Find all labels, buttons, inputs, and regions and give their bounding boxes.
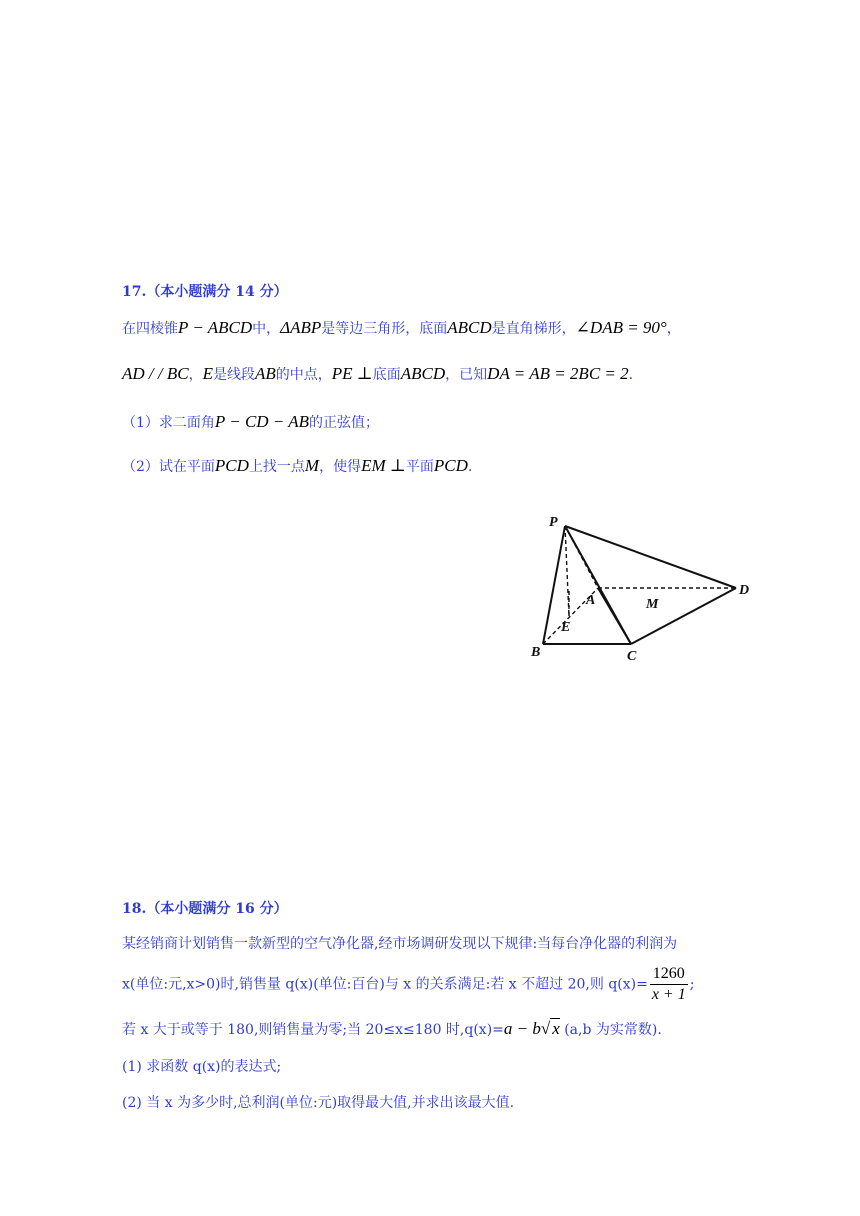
fraction-numerator: 1260 — [650, 964, 688, 985]
math-expression: EM ⊥ — [361, 456, 406, 475]
math-expression: M — [304, 456, 320, 475]
text-segment: 的中点， — [275, 367, 332, 383]
edge-ac — [598, 588, 631, 644]
label-d: D — [739, 583, 750, 598]
problem-18-line-1: 某经销商计划销售一款新型的空气净化器,经市场调研发现以下规律:当每台净化器的利润为 — [122, 936, 678, 952]
problem-18-question-1: (1) 求函数 q(x)的表达式; — [122, 1059, 282, 1075]
text-segment: 是直角梯形， — [491, 321, 576, 337]
text-segment: ， — [666, 321, 681, 337]
text-segment: ; — [689, 976, 695, 993]
math-expression: E — [202, 364, 213, 383]
pyramid-figure — [528, 510, 768, 665]
problem-18-line-3 — [122, 1019, 662, 1040]
math-expression: P − ABCD — [178, 318, 253, 337]
math-expression: PE ⊥ — [331, 364, 373, 383]
text-segment: ，已知 — [445, 367, 488, 383]
text-segment: ，使得 — [319, 459, 362, 475]
math-expression: ∠DAB = 90° — [575, 318, 667, 337]
problem-17-line-1 — [122, 318, 681, 339]
math-expression: ΔABP — [280, 318, 322, 337]
text-segment: 平面 — [405, 459, 434, 475]
math-expression: ABCD — [400, 364, 446, 383]
text-segment: 在四棱锥 — [122, 321, 178, 337]
text-segment: 的正弦值； — [309, 415, 380, 431]
math-expression: DA = AB = 2BC = 2 — [487, 364, 629, 383]
edge-pd — [565, 526, 736, 588]
text-segment: 中， — [252, 321, 281, 337]
label-p: P — [549, 515, 558, 530]
label-a: A — [586, 593, 596, 608]
text-segment: (a,b 为实常数). — [559, 1022, 662, 1038]
problem-17-heading: 17.（本小题满分 14 分） — [122, 284, 288, 300]
sqrt-radicand: x — [552, 1019, 560, 1038]
text-segment: ， — [188, 367, 203, 383]
text-segment: （1）求二面角 — [122, 415, 215, 431]
edge-pe — [565, 526, 569, 616]
problem-17-question-1 — [122, 412, 379, 433]
label-m: M — [646, 597, 659, 612]
text-segment: 是等边三角形，底面 — [321, 321, 448, 337]
math-expression: PCD — [214, 456, 249, 475]
fraction — [650, 964, 688, 1005]
problem-18-question-2: (2) 当 x 为多少时,总利润(单位:元)取得最大值,并求出该最大值. — [122, 1095, 515, 1111]
math-expression: a − b — [503, 1019, 541, 1038]
fraction-denominator: x + 1 — [651, 986, 686, 1003]
text-segment: . — [467, 459, 473, 475]
text-segment: （2）试在平面 — [122, 459, 215, 475]
label-e: E — [561, 620, 571, 635]
text-segment: 若 x 大于或等于 180,则销售量为零;当 20≤x≤180 时,q(x)= — [122, 1022, 504, 1038]
hidden-edges — [543, 526, 736, 644]
math-expression: P − CD − AB — [214, 412, 310, 431]
label-c: C — [627, 649, 637, 664]
problem-17-line-2 — [122, 364, 633, 385]
problem-18-line-2 — [122, 964, 694, 1004]
text-segment: 底面 — [372, 367, 401, 383]
math-expression: ABCD — [447, 318, 492, 337]
math-expression: PCD — [433, 456, 468, 475]
problem-17-question-2 — [122, 456, 472, 477]
math-expression: AB — [254, 364, 276, 383]
text-segment: x(单位:元,x>0)时,销售量 q(x)(单位:百台)与 x 的关系满足:若 x 不超过 20,则 q(x)= — [122, 976, 648, 993]
text-segment: 上找一点 — [248, 459, 305, 475]
text-segment: 是线段 — [212, 367, 255, 383]
math-expression: AD / / BC — [122, 364, 189, 383]
solid-edges — [543, 526, 736, 644]
problem-18-heading: 18.（本小题满分 16 分） — [122, 901, 288, 917]
label-b: B — [531, 645, 541, 660]
sqrt-sign: √ — [540, 1019, 551, 1038]
text-segment: . — [628, 367, 634, 383]
